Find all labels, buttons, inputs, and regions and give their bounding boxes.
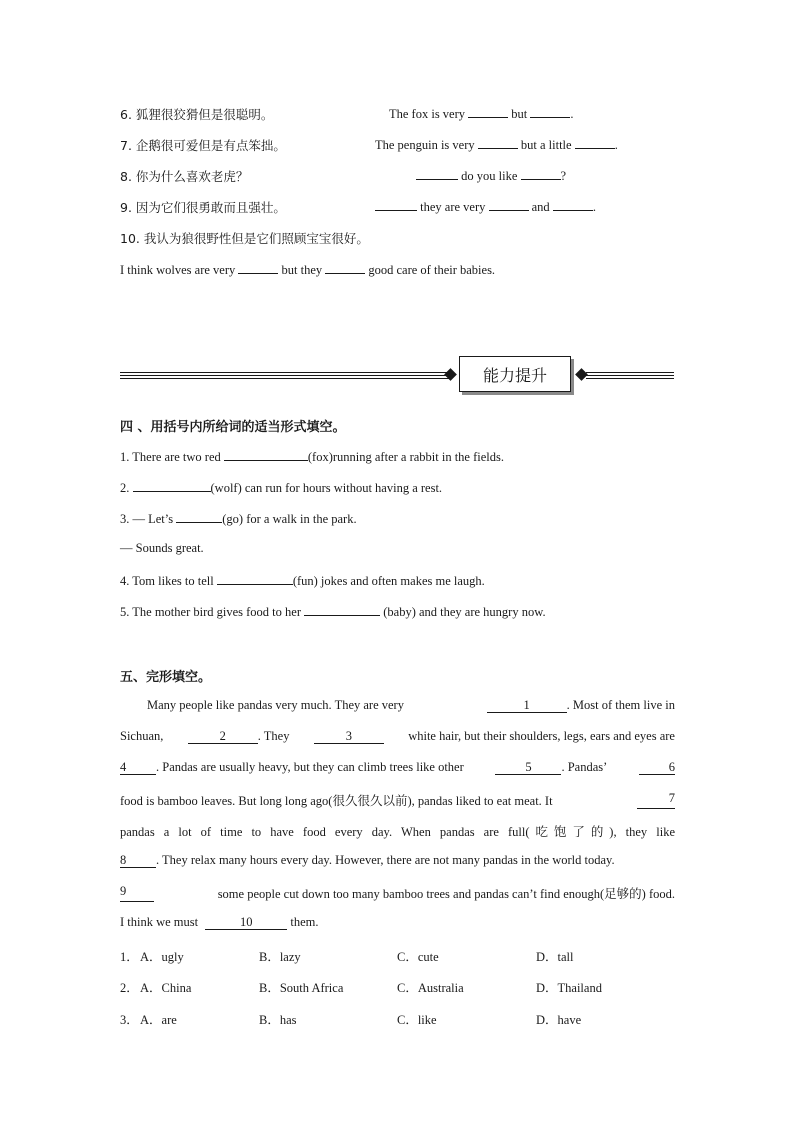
passage-line-6: 8 . They relax many hours every day. However, there are not many pandas in the world today.: [120, 853, 615, 867]
option-d[interactable]: D．tall: [536, 950, 574, 964]
banner-rule-right-2: [586, 375, 674, 376]
banner-rule-left-3: [120, 378, 450, 379]
cloze-blank-5[interactable]: 5: [495, 760, 561, 775]
banner-label: 能力提升: [459, 356, 571, 392]
q10-blank-1[interactable]: [238, 261, 278, 274]
option-number: 3．: [120, 1013, 139, 1027]
q9-blank-2[interactable]: [489, 198, 529, 211]
q10-english: I think wolves are very but they good care of their babies.: [120, 263, 496, 277]
q8-english: do you like ?: [416, 167, 566, 184]
cloze-blank-7[interactable]: 7: [637, 791, 675, 809]
q8-blank-1[interactable]: [416, 167, 458, 180]
s4-q5: 5. The mother bird gives food to her (baby) and they are hungry now.: [120, 605, 546, 619]
q9-blank-1[interactable]: [375, 198, 417, 211]
q6-english: The fox is very but .: [389, 107, 574, 121]
s4-q3-blank[interactable]: [176, 510, 222, 523]
option-d[interactable]: D．Thailand: [536, 981, 602, 995]
passage-line-2: Sichuan, 2 . They 3 white hair, but their shoulders, legs, ears and eyes are: [120, 729, 675, 743]
s4-q2: 2. (wolf) can run for hours without having a rest.: [120, 481, 443, 495]
passage-line-7: 9 some people cut down too many bamboo trees and pandas can’t find enough(足够的) food.: [120, 884, 675, 901]
option-b[interactable]: B．lazy: [259, 950, 301, 964]
option-b[interactable]: B．South Africa: [259, 981, 344, 995]
option-number: 2．: [120, 981, 139, 995]
cloze-blank-1[interactable]: 1: [487, 698, 567, 713]
s4-q3: 3. — Let’s (go) for a walk in the park.: [120, 512, 357, 526]
passage-line-1: Many people like pandas very much. They are very 1 . Most of them live in: [147, 698, 675, 712]
passage-line-3: 4 . Pandas are usually heavy, but they can climb trees like other 5 . Pandas’ 6: [120, 760, 675, 774]
q6-blank-2[interactable]: [530, 105, 570, 118]
q6-chinese: 6. 狐狸很狡猾但是很聪明。: [120, 107, 274, 122]
cloze-blank-4[interactable]: 4: [120, 760, 156, 775]
cloze-blank-2[interactable]: 2: [188, 729, 258, 744]
option-c[interactable]: C．Australia: [397, 981, 464, 995]
section4-title: 四 、用括号内所给词的适当形式填空。: [120, 420, 346, 435]
cloze-blank-9[interactable]: 9: [120, 884, 154, 902]
q7-blank-2[interactable]: [575, 136, 615, 149]
option-a[interactable]: A．China: [140, 981, 192, 995]
option-a[interactable]: A．are: [140, 1013, 177, 1027]
option-a[interactable]: A．ugly: [140, 950, 184, 964]
q7-blank-1[interactable]: [478, 136, 518, 149]
option-b[interactable]: B．has: [259, 1013, 297, 1027]
passage-line-4: food is bamboo leaves. But long long ago(很久很久以前), pandas liked to eat meat. It 7: [120, 791, 675, 808]
q7-chinese: 7. 企鹅很可爱但是有点笨拙。: [120, 138, 286, 153]
cloze-blank-8[interactable]: 8: [120, 853, 156, 868]
banner-rule-left-2: [120, 375, 450, 376]
q6-blank-1[interactable]: [468, 105, 508, 118]
q9-blank-3[interactable]: [553, 198, 593, 211]
banner-rule-right-1: [586, 372, 674, 373]
s4-q1-blank[interactable]: [224, 448, 308, 461]
s4-q5-blank[interactable]: [304, 603, 380, 616]
cloze-blank-6[interactable]: 6: [639, 760, 675, 775]
s4-q2-blank[interactable]: [133, 479, 211, 492]
option-c[interactable]: C．like: [397, 1013, 437, 1027]
banner-rule-left-1: [120, 372, 450, 373]
q10-blank-2[interactable]: [325, 261, 365, 274]
passage-line-8: I think we must 10 them.: [120, 915, 319, 929]
q9-english: they are very and .: [375, 198, 596, 215]
s4-q4: 4. Tom likes to tell (fun) jokes and often makes me laugh.: [120, 574, 485, 588]
s4-q4-blank[interactable]: [217, 572, 293, 585]
q10-chinese: 10. 我认为狼很野性但是它们照顾宝宝很好。: [120, 231, 369, 246]
cloze-blank-3[interactable]: 3: [314, 729, 384, 744]
banner-rule-right-3: [586, 378, 674, 379]
s4-q3-reply: — Sounds great.: [120, 541, 204, 555]
q9-chinese: 9. 因为它们很勇敢而且强壮。: [120, 200, 286, 215]
section5-title: 五、完形填空。: [120, 670, 212, 685]
cloze-blank-10[interactable]: 10: [205, 915, 287, 930]
passage-line-5: pandas a lot of time to have food every day. When pandas are full(吃饱了的), they like: [120, 825, 675, 839]
option-c[interactable]: C．cute: [397, 950, 439, 964]
q7-english: The penguin is very but a little .: [375, 138, 618, 152]
q8-chinese: 8. 你为什么喜欢老虎？: [120, 169, 249, 184]
s4-q1: 1. There are two red (fox)running after a rabbit in the fields.: [120, 450, 505, 464]
option-number: 1．: [120, 950, 139, 964]
q8-blank-2[interactable]: [521, 167, 561, 180]
option-d[interactable]: D．have: [536, 1013, 582, 1027]
